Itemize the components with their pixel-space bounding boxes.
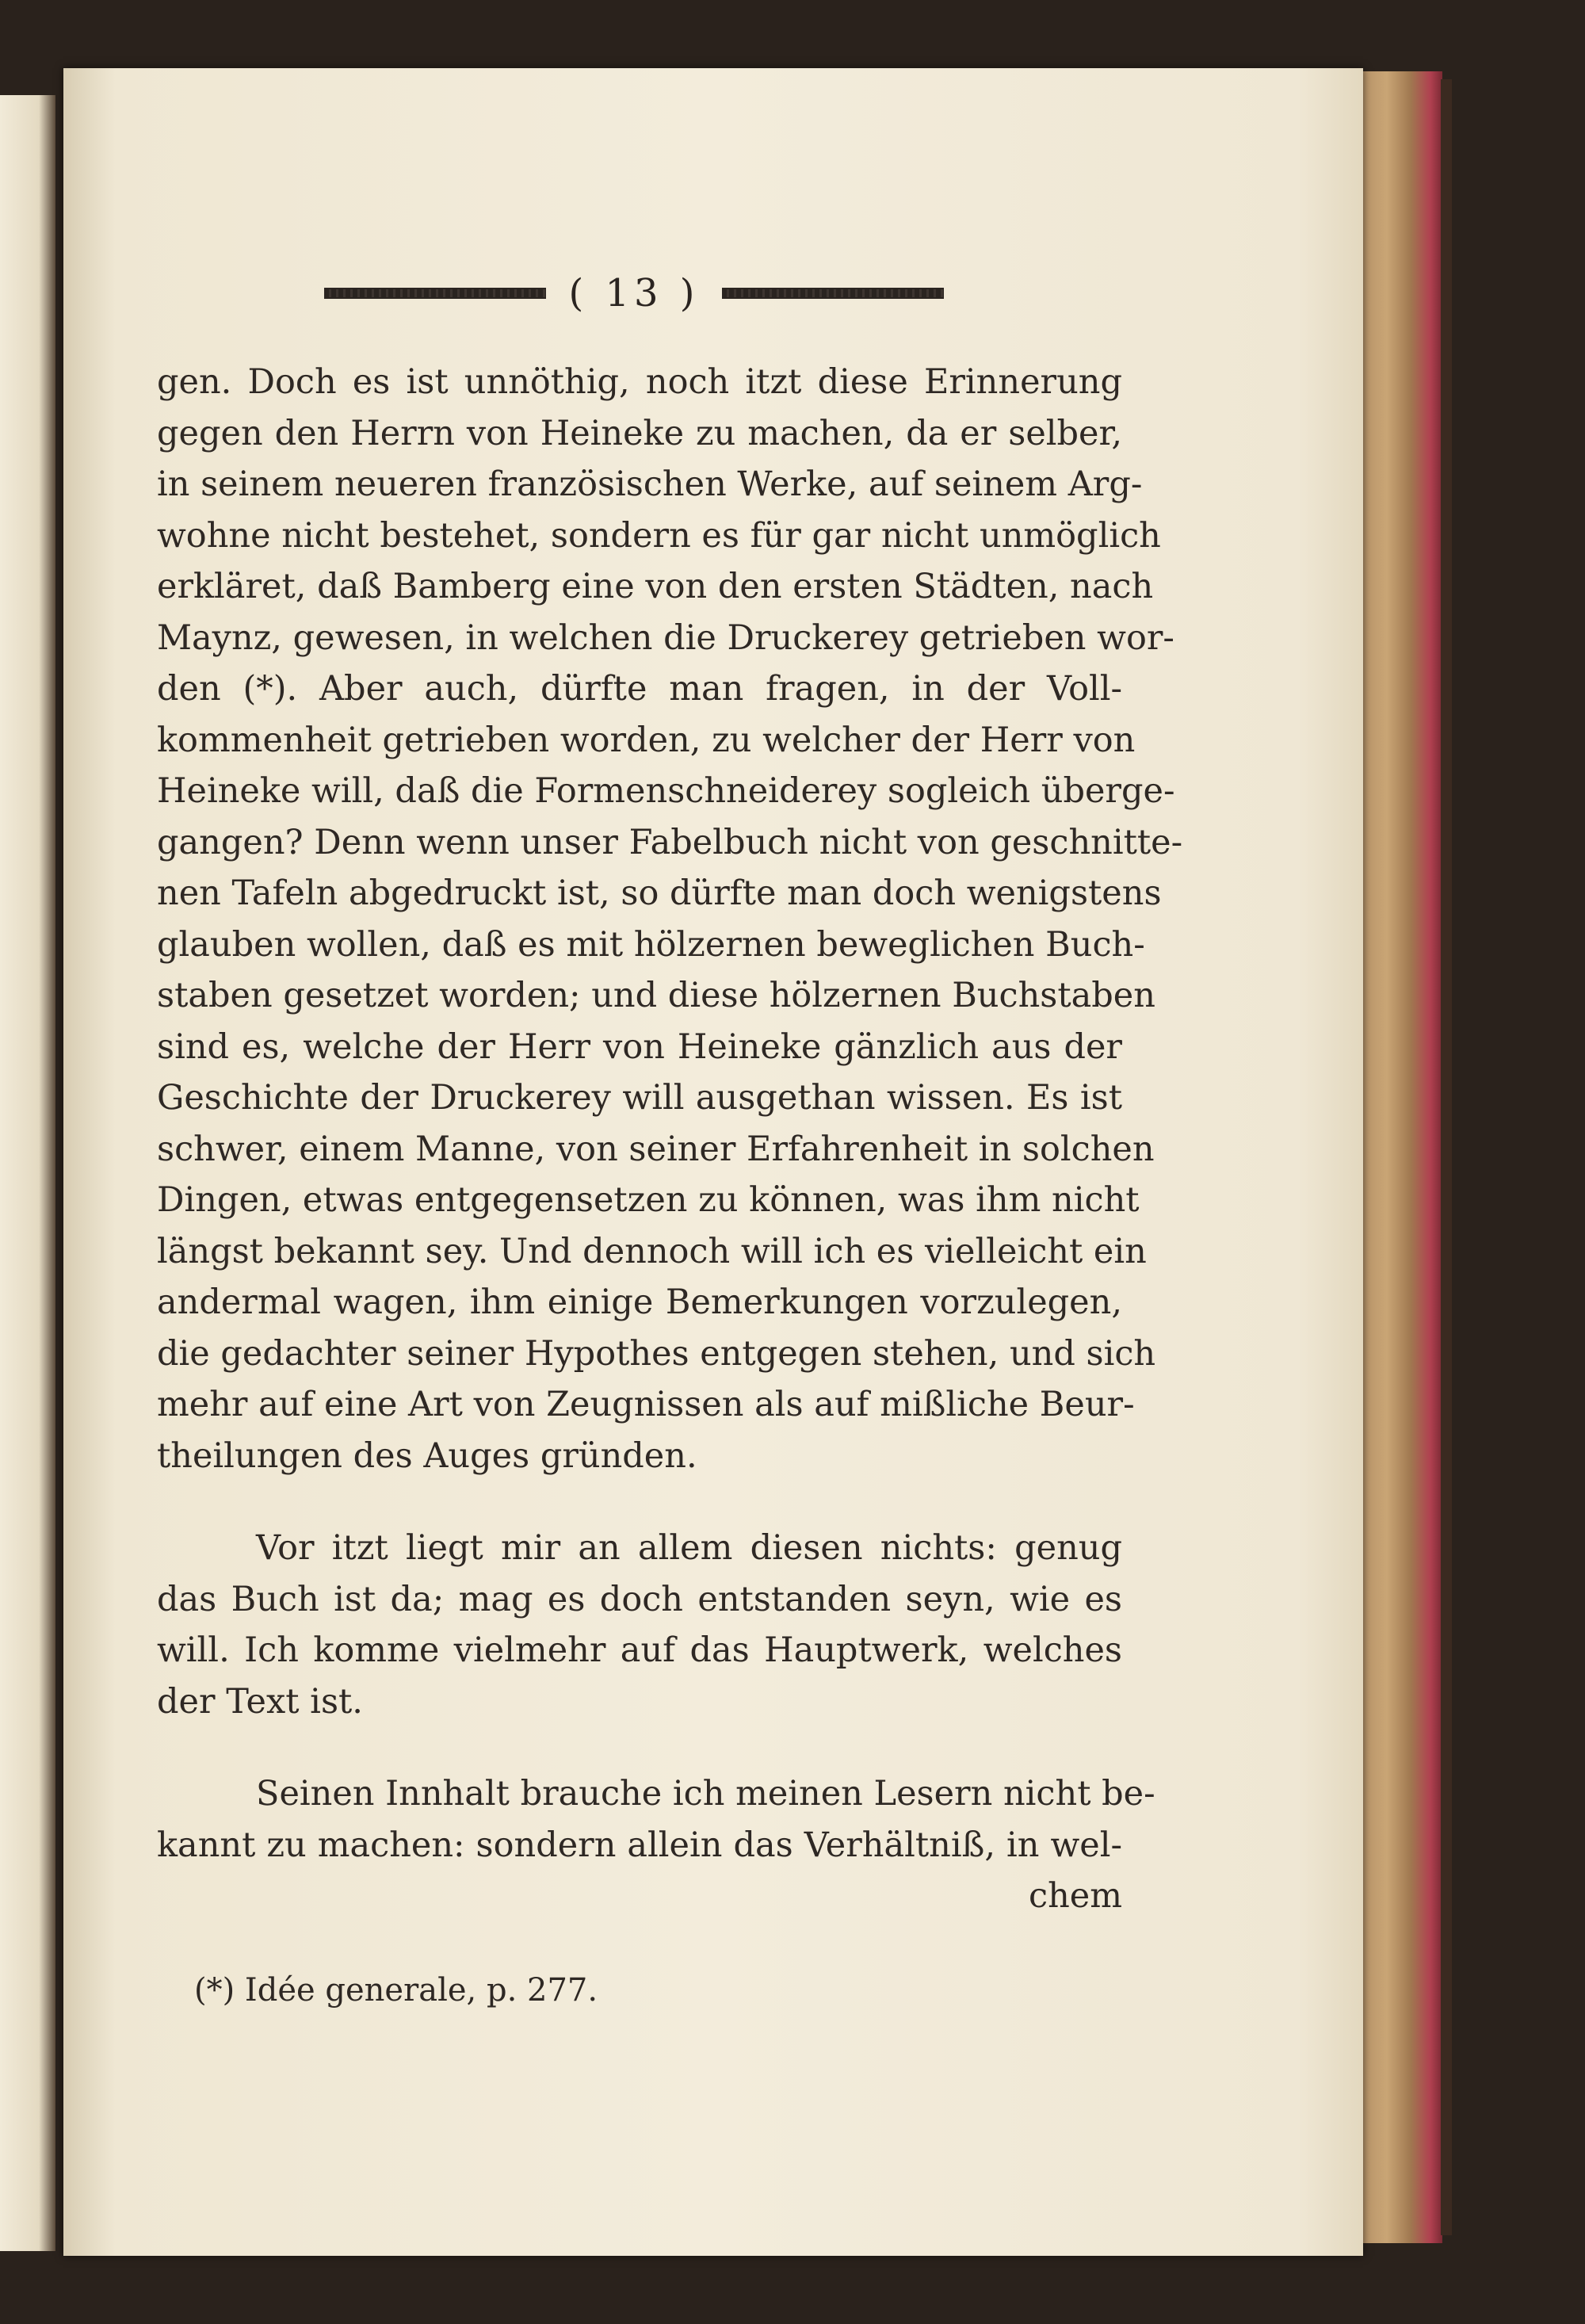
text-line: der Text ist. (157, 1681, 363, 1722)
text-line: kommenheit getrieben worden, zu welcher der Herr von (157, 720, 1136, 760)
catchword: chem (1029, 1876, 1122, 1916)
text-line: die gedachter seiner Hypothes entgegen stehen, und sich (157, 1333, 1156, 1374)
text-line: Vor itzt liegt mir an allem diesen nichts: genug (256, 1528, 1122, 1568)
footnote: (*) Idée generale, p. 277. (194, 1972, 598, 2009)
body-text (157, 357, 1183, 1922)
paragraph-1 (157, 357, 1183, 1481)
text-line: erkläret, daß Bamberg eine von den ersten Städten, nach (157, 567, 1154, 606)
text-line: schwer, einem Manne, von seiner Erfahrenheit in solchen (157, 1129, 1155, 1169)
text-line: staben gesetzet worden; und diese hölzernen Buchstaben (157, 976, 1155, 1015)
page-number: ( 13 ) (568, 271, 700, 315)
text-line: will. Ich komme vielmehr auf das Hauptwerk, welches (157, 1630, 1122, 1670)
text-line: sind es, welche der Herr von Heineke gänzlich aus der (157, 1026, 1122, 1067)
book-cover-edge (1363, 71, 1442, 2243)
text-line: theilungen des Auges gründen. (157, 1435, 697, 1476)
text-line: kannt zu machen: sondern allein das Verhältniß, in wel- (157, 1825, 1122, 1865)
text-line: Dingen, etwas entgegensetzen zu können, was ihm nicht (157, 1180, 1140, 1220)
text-line: gegen den Herrn von Heineke zu machen, da er selber, (157, 413, 1122, 453)
text-line: andermal wagen, ihm einige Bemerkungen vorzulegen, (157, 1282, 1122, 1322)
text-line: Geschichte der Druckerey will ausgethan wissen. Es ist (157, 1078, 1122, 1118)
text-line: Seinen Innhalt brauche ich meinen Lesern nicht be- (256, 1774, 1155, 1814)
cover-shadow (1441, 79, 1452, 2235)
header-rule-left (324, 288, 546, 299)
text-line: wohne nicht bestehet, sondern es für gar nicht unmöglich (157, 515, 1161, 556)
paragraph-3 (157, 1768, 1155, 1922)
header-rule-right (722, 288, 944, 299)
page-header (277, 273, 991, 313)
text-line: gangen? Denn wenn unser Fabelbuch nicht von geschnitte- (157, 822, 1183, 862)
text-line: gen. Doch es ist unnöthig, noch itzt diese Erinnerung (157, 362, 1122, 402)
text-line: in seinem neueren französischen Werke, auf seinem Arg- (157, 464, 1143, 504)
text-line: längst bekannt sey. Und dennoch will ich es vielleicht ein (157, 1231, 1147, 1271)
text-line: den (*). Aber auch, dürfte man fragen, in der Voll- (157, 669, 1122, 709)
text-line: mehr auf eine Art von Zeugnissen als auf mißliche Beur- (157, 1385, 1135, 1424)
text-line: das Buch ist da; mag es doch entstanden seyn, wie es (157, 1579, 1122, 1619)
text-line: nen Tafeln abgedruckt ist, so dürfte man doch wenigstens (157, 873, 1162, 913)
paragraph-2 (157, 1523, 1122, 1727)
previous-page-edge (0, 95, 55, 2251)
text-line: Maynz, gewesen, in welchen die Druckerey getrieben wor- (157, 617, 1174, 658)
text-line: Heineke will, daß die Formenschneiderey sogleich überge- (157, 771, 1175, 811)
text-line: glauben wollen, daß es mit hölzernen beweglichen Buch- (157, 924, 1145, 965)
